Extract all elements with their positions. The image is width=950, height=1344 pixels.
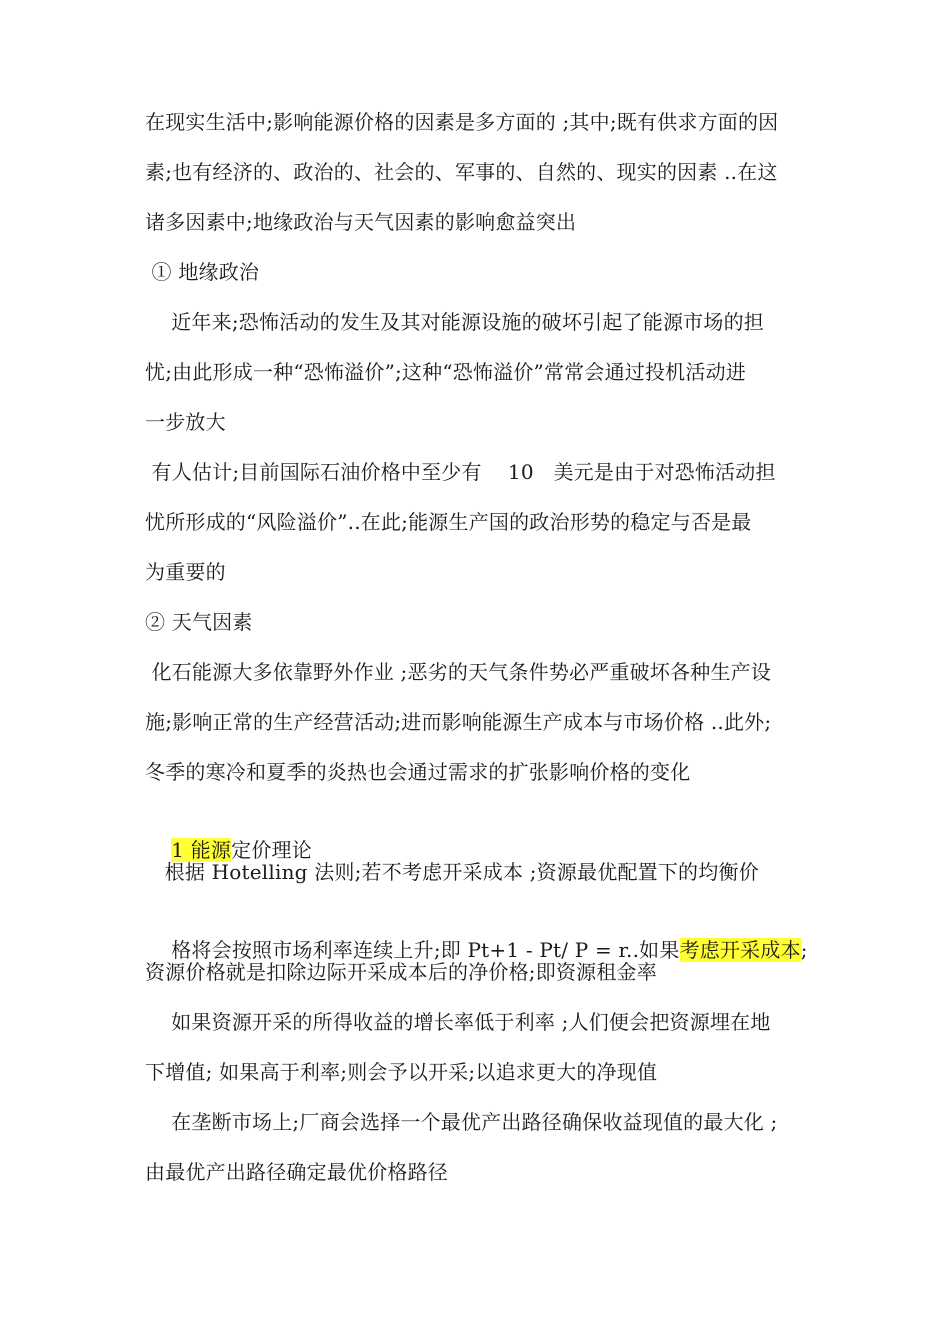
text-line: 资源价格就是扣除边际开采成本后的净价格;即资源租金率: [145, 960, 657, 984]
text-line: 在现实生活中;影响能源价格的因素是多方面的 ;其中;既有供求方面的因: [145, 110, 779, 134]
text-line: 施;影响正常的生产经营活动;进而影响能源生产成本与市场价格 ..此外;: [145, 710, 772, 734]
text-line: 根据 Hotelling 法则;若不考虑开采成本 ;资源最优配置下的均衡价: [145, 860, 759, 884]
text-line: 诸多因素中;地缘政治与天气因素的影响愈益突出: [145, 210, 577, 234]
highlighted-text: 1 能源: [171, 838, 232, 862]
highlighted-text: 考虑开采成本: [679, 938, 801, 962]
text-line: 如果资源开采的所得收益的增长率低于利率 ;人们便会把资源埋在地: [145, 1010, 771, 1034]
heading-text: 定价理论: [231, 838, 312, 862]
section-heading-weather: ② 天气因素: [145, 610, 253, 634]
text-line: 为重要的: [145, 560, 226, 584]
text-line: 由最优产出路径确定最优价格路径: [145, 1160, 448, 1184]
section-heading-geopolitics: ① 地缘政治: [145, 260, 260, 284]
text-line: 忧;由此形成一种“恐怖溢价”;这种“恐怖溢价”常常会通过投机活动进: [145, 360, 746, 384]
text-line: 化石能源大多依靠野外作业 ;恶劣的天气条件势必严重破坏各种生产设: [145, 660, 772, 684]
text-segment: 格将会按照市场利率连续上升;即 Pt+1 - Pt/ P = r..如果: [171, 938, 680, 962]
text-line: 一步放大: [145, 410, 226, 434]
text-line: 下增值; 如果高于利率;则会予以开采;以追求更大的净现值: [145, 1060, 658, 1084]
text-line: 忧所形成的“风险溢价”..在此;能源生产国的政治形势的稳定与否是最: [145, 510, 752, 534]
text-line: 在垄断市场上;厂商会选择一个最优产出路径确保收益现值的最大化 ;: [145, 1110, 778, 1134]
text-segment: ;: [800, 938, 808, 962]
text-line: 有人估计;目前国际石油价格中至少有 10 美元是由于对恐怖活动担: [145, 460, 776, 484]
text-line: 素;也有经济的、政治的、社会的、军事的、自然的、现实的因素 ..在这: [145, 160, 778, 184]
text-line: 冬季的寒冷和夏季的炎热也会通过需求的扩张影响价格的变化: [145, 760, 691, 784]
text-line: 近年来;恐怖活动的发生及其对能源设施的破坏引起了能源市场的担: [145, 310, 764, 334]
